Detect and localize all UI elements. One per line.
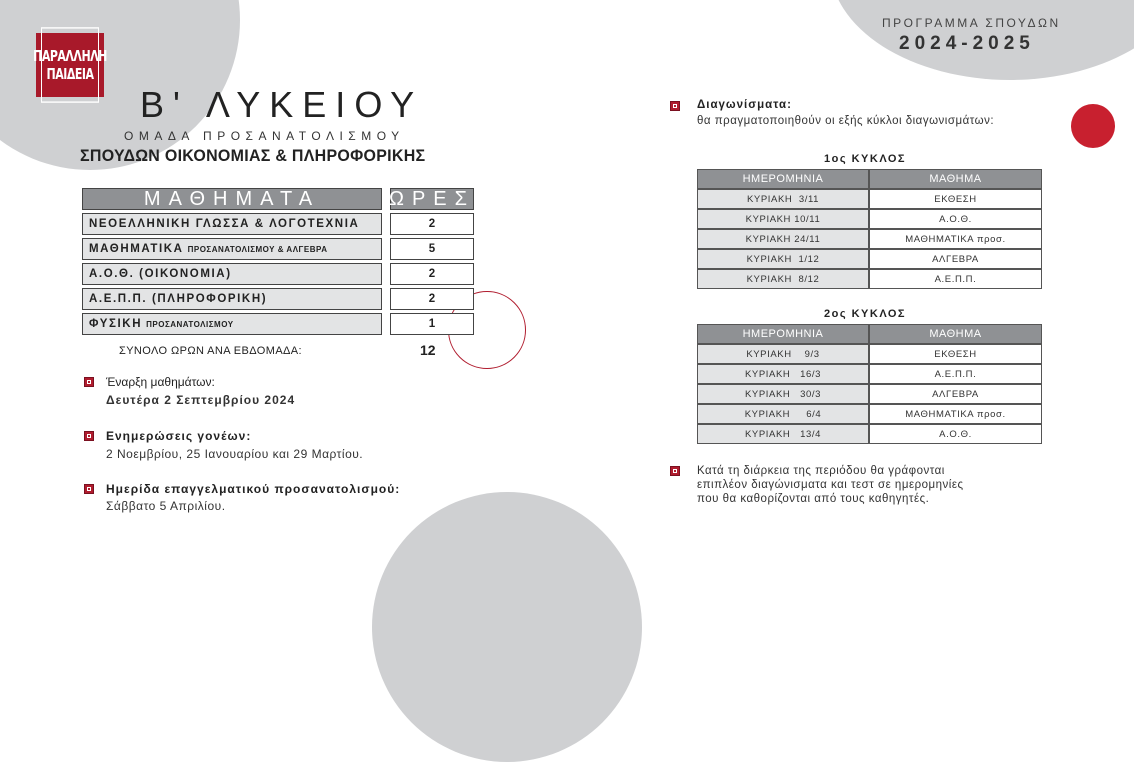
exams-title: Διαγωνίσματα: [697, 99, 792, 111]
orientation-line-2: ΣΠΟΥΔΩΝ ΟΙΚΟΝΟΜΙΑΣ & ΠΛΗΡΟΦΟΡΙΚΗΣ [80, 146, 426, 165]
program-title: ΠΡΟΓΡΑΜΜΑ ΣΠΟΥΔΩΝ [882, 16, 1061, 30]
parents-title: Ενημερώσεις γονέων: [106, 429, 252, 443]
round-2-header-subject: ΜΑΘΗΜΑ [869, 324, 1042, 344]
round-1-date: ΚΥΡΙΑΚΗ 8/12 [697, 269, 869, 289]
round-2-date: ΚΥΡΙΑΚΗ 6/4 [697, 404, 869, 424]
round-2-subject: Α.Ο.Θ. [869, 424, 1042, 444]
grade-title: Β' ΛΥΚΕΙΟΥ [140, 84, 424, 125]
course-suffix: ΠΡΟΣΑΝΑΤΟΛΙΣΜΟΥ [146, 319, 234, 329]
start-text: Δευτέρα 2 Σεπτεμβρίου 2024 [106, 393, 296, 407]
round-1-date: ΚΥΡΙΑΚΗ 3/11 [697, 189, 869, 209]
bullet-icon [84, 431, 94, 441]
course-suffix: ΠΡΟΣΑΝΑΤΟΛΙΣΜΟΥ & ΑΛΓΕΒΡΑ [187, 244, 328, 254]
decor-red-dot [1071, 104, 1115, 148]
course-name: ΦΥΣΙΚΗ [89, 318, 143, 330]
round-1-title: 1ος ΚΥΚΛΟΣ [824, 153, 907, 165]
round-1-subject: Α.Ε.Π.Π. [869, 269, 1042, 289]
round-2-date: ΚΥΡΙΑΚΗ 30/3 [697, 384, 869, 404]
course-hours-4: 2 [390, 288, 474, 310]
total-hours-value: 12 [420, 342, 436, 358]
bullet-icon [670, 101, 680, 111]
program-years: 2024-2025 [899, 33, 1035, 54]
round-2-subject: ΕΚΘΕΣΗ [869, 344, 1042, 364]
logo-line-1: ΠΑΡΑΛΛΗΛΗ [33, 46, 107, 65]
courses-header-hours: ΩΡΕΣ [389, 187, 475, 210]
round-1-date: ΚΥΡΙΑΚΗ 1/12 [697, 249, 869, 269]
exams-footer-line-1: Κατά τη διάρκεια της περιόδου θα γράφονται [697, 465, 945, 477]
round-2-subject: ΜΑΘΗΜΑΤΙΚΑ προσ. [869, 404, 1042, 424]
bullet-icon [670, 466, 680, 476]
course-name: Α.Ο.Θ. (ΟΙΚΟΝΟΜΙΑ) [89, 268, 232, 280]
course-row-5 [82, 313, 382, 335]
bullet-icon [84, 377, 94, 387]
round-2-date: ΚΥΡΙΑΚΗ 9/3 [697, 344, 869, 364]
course-row-4 [82, 288, 382, 310]
logo [33, 33, 107, 97]
course-row-1 [82, 213, 382, 235]
round-1-date: ΚΥΡΙΑΚΗ 24/11 [697, 229, 869, 249]
exams-intro: θα πραγματοποιηθούν οι εξής κύκλοι διαγωνισμάτων: [697, 115, 995, 127]
round-2-subject: ΑΛΓΕΒΡΑ [869, 384, 1042, 404]
courses-header-subjects: ΜΑΘΗΜΑΤΑ [82, 188, 382, 210]
round-2-date: ΚΥΡΙΑΚΗ 16/3 [697, 364, 869, 384]
round-1-subject: Α.Ο.Θ. [869, 209, 1042, 229]
logo-line-2: ΠΑΙΔΕΙΑ [46, 65, 94, 84]
course-name: ΜΑΘΗΜΑΤΙΚΑ [89, 243, 184, 255]
round-2-title: 2ος ΚΥΚΛΟΣ [824, 308, 907, 320]
career-title: Ημερίδα επαγγελματικού προσανατολισμού: [106, 482, 401, 496]
course-row-3 [82, 263, 382, 285]
round-2-date: ΚΥΡΙΑΚΗ 13/4 [697, 424, 869, 444]
round-1-subject: ΑΛΓΕΒΡΑ [869, 249, 1042, 269]
course-hours-5: 1 [390, 313, 474, 335]
round-1-subject: ΕΚΘΕΣΗ [869, 189, 1042, 209]
course-hours-3: 2 [390, 263, 474, 285]
round-1-date: ΚΥΡΙΑΚΗ 10/11 [697, 209, 869, 229]
course-row-2 [82, 238, 382, 260]
career-text: Σάββατο 5 Απριλίου. [106, 499, 226, 513]
round-2-subject: Α.Ε.Π.Π. [869, 364, 1042, 384]
total-hours-label: ΣΥΝΟΛΟ ΩΡΩΝ ΑΝΑ ΕΒΔΟΜΑΔΑ: [119, 345, 302, 357]
decor-circle-bottom [372, 492, 642, 762]
round-1-header-date: ΗΜΕΡΟΜΗΝΙΑ [697, 169, 869, 189]
exams-footer [697, 464, 964, 506]
exams-footer-line-3: που θα καθορίζονται από τους καθηγητές. [697, 493, 930, 505]
round-2-header-date: ΗΜΕΡΟΜΗΝΙΑ [697, 324, 869, 344]
parents-text: 2 Νοεμβρίου, 25 Ιανουαρίου και 29 Μαρτίου. [106, 447, 364, 461]
course-hours-2: 5 [390, 238, 474, 260]
round-1-subject: ΜΑΘΗΜΑΤΙΚΑ προσ. [869, 229, 1042, 249]
exams-footer-line-2: επιπλέον διαγώνισματα και τεστ σε ημερομηνίες [697, 479, 964, 491]
bullet-icon [84, 484, 94, 494]
start-title: Έναρξη μαθημάτων: [106, 375, 215, 389]
round-1-header-subject: ΜΑΘΗΜΑ [869, 169, 1042, 189]
orientation-line-1: ΟΜΑΔΑ ΠΡΟΣΑΝΑΤΟΛΙΣΜΟΥ [124, 129, 405, 143]
course-name: ΝΕΟΕΛΛΗΝΙΚΗ ΓΛΩΣΣΑ & ΛΟΓΟΤΕΧΝΙΑ [89, 218, 360, 230]
course-hours-1: 2 [390, 213, 474, 235]
course-name: Α.Ε.Π.Π. (ΠΛΗΡΟΦΟΡΙΚΗ) [89, 293, 268, 305]
